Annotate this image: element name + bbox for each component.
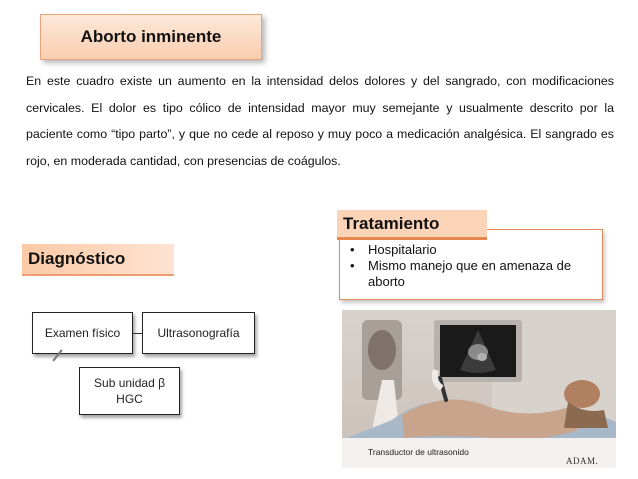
ultrasound-photo [342, 310, 616, 468]
bullet-icon: • [350, 258, 355, 273]
tratamiento-heading: Tratamiento [337, 210, 487, 240]
tratamiento-item-manejo: Mismo manejo que en amenaza de aborto [368, 258, 572, 289]
ultrasound-scene-illustration [342, 310, 616, 468]
slide-title: Aborto inminente [40, 14, 262, 60]
list-item [350, 258, 594, 290]
connector-line [133, 333, 142, 334]
node-hgc: Sub unidad β HGC [79, 367, 180, 415]
node-examen-fisico: Examen físico [32, 312, 133, 354]
adam-logo: ADAM. [566, 456, 599, 466]
tratamiento-list [350, 242, 594, 290]
tratamiento-item-hospitalario: Hospitalario [368, 242, 437, 257]
list-item [350, 242, 594, 258]
photo-caption: Transductor de ultrasonido [368, 447, 469, 457]
diagnostico-heading: Diagnóstico [22, 244, 174, 276]
intro-paragraph: En este cuadro existe un aumento en la intensidad delos dolores y del sangrado, con modificaciones cervicales. El dolor es tipo cólico de intensidad mayor muy semejante y usualmente descrito por la paciente como “tipo parto”, y que no cede al reposo y muy poco a medicación analgésica. El sangrado es rojo, en moderada cantidad, con presencias de coágulos. [26, 74, 614, 168]
bullet-icon: • [350, 242, 355, 257]
node-ultrasonografia: Ultrasonografía [142, 312, 255, 354]
